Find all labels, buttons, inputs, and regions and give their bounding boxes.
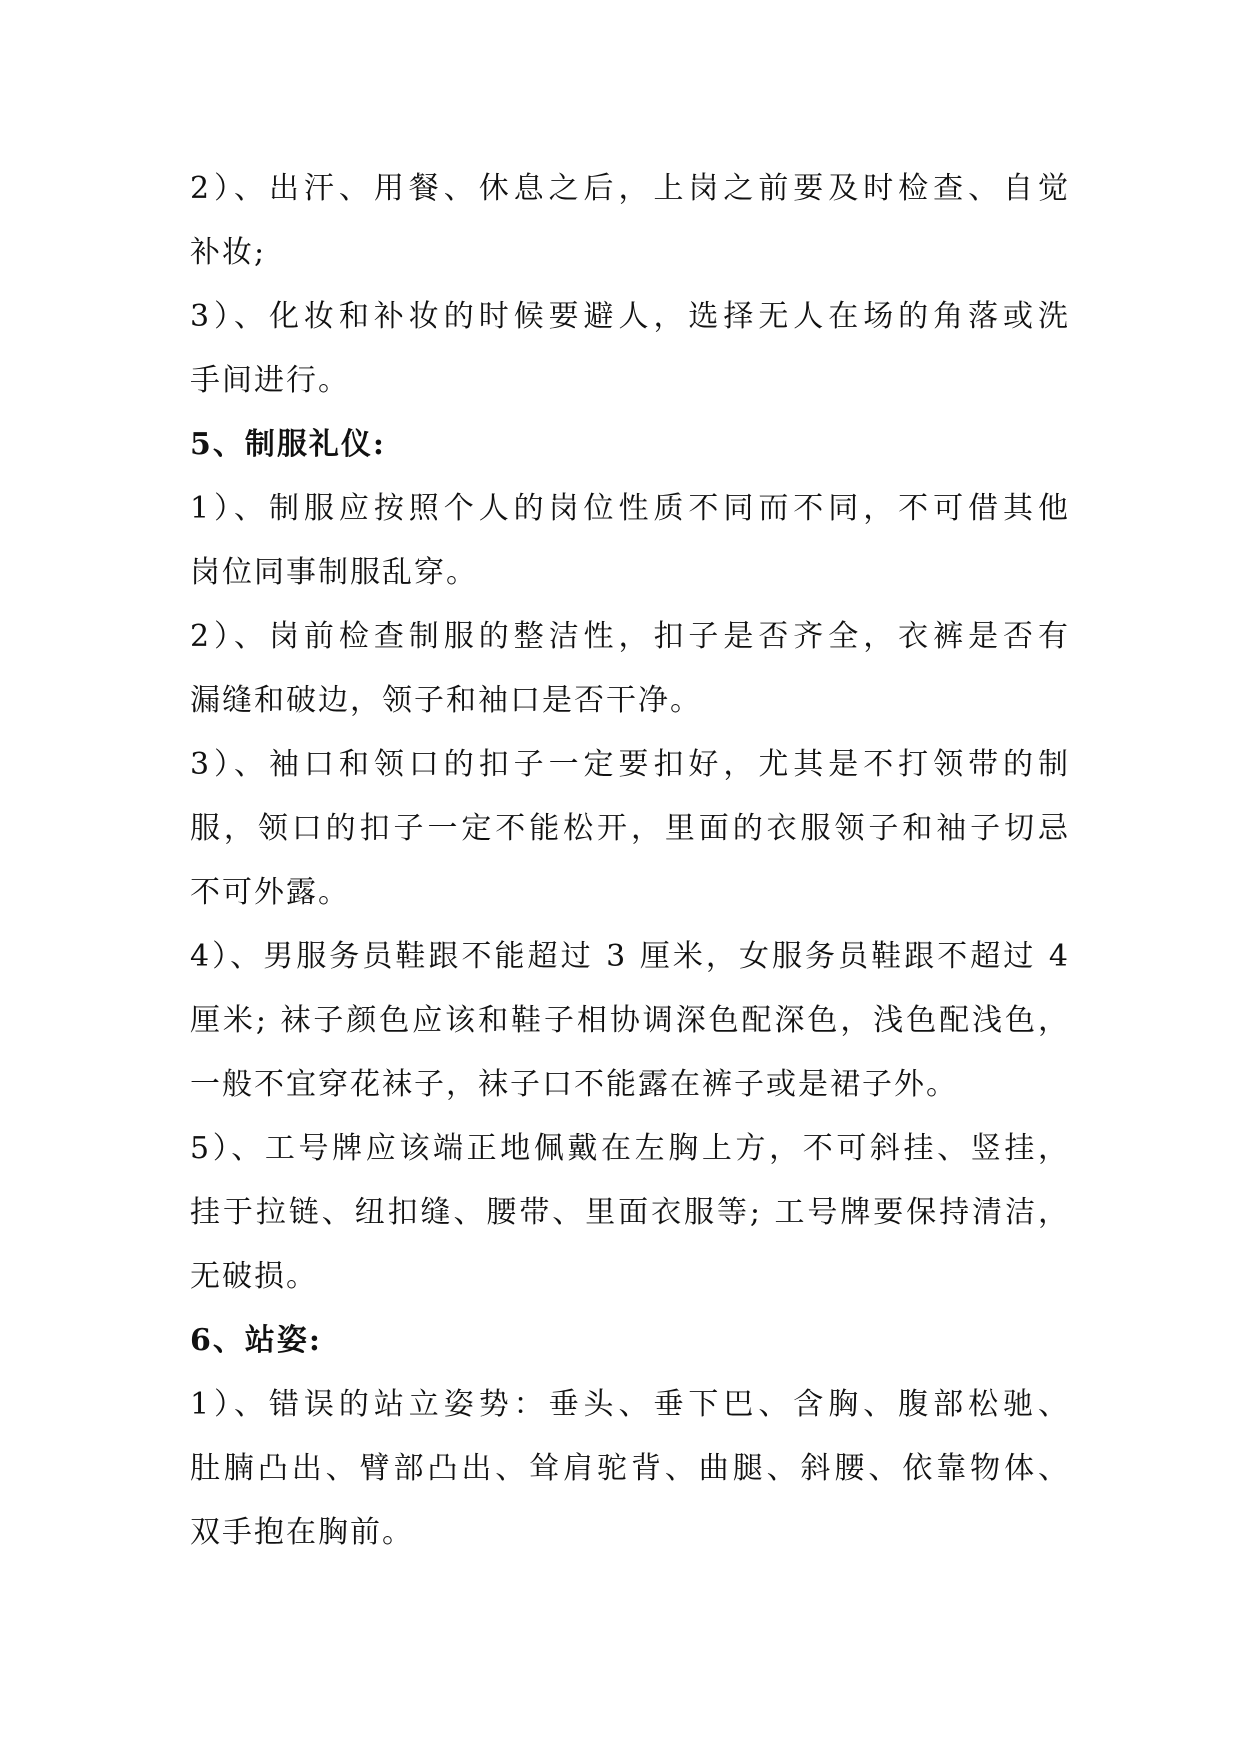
text-line: 漏缝和破边，领子和袖口是否干净。: [190, 683, 702, 718]
section-heading: 5、制服礼仪:: [190, 427, 386, 462]
text-line: 一般不宜穿花袜子，袜子口不能露在裤子或是裙子外。: [190, 1067, 958, 1102]
document-body: [190, 157, 1070, 1565]
text-line: 肚腩凸出、臂部凸出、耸肩驼背、曲腿、斜腰、依靠物体、: [190, 1451, 1070, 1486]
text-line: 双手抱在胸前。: [190, 1515, 414, 1550]
text-line: 4）、男服务员鞋跟不能超过 3 厘米，女服务员鞋跟不超过 4: [190, 939, 1070, 974]
text-line: 不可外露。: [190, 875, 350, 910]
text-line: 服，领口的扣子一定不能松开，里面的衣服领子和袖子切忌: [190, 811, 1070, 846]
text-line: 5）、工号牌应该端正地佩戴在左胸上方，不可斜挂、竖挂，: [190, 1131, 1070, 1166]
text-line: 3）、袖口和领口的扣子一定要扣好，尤其是不打领带的制: [190, 747, 1070, 782]
text-line: 2）、岗前检查制服的整洁性，扣子是否齐全，衣裤是否有: [190, 619, 1070, 654]
text-line: 厘米; 袜子颜色应该和鞋子相协调深色配深色，浅色配浅色，: [190, 1003, 1070, 1038]
text-line: 岗位同事制服乱穿。: [190, 555, 478, 590]
text-line: 1）、制服应按照个人的岗位性质不同而不同，不可借其他: [190, 491, 1070, 526]
text-line: 3）、化妆和补妆的时候要避人，选择无人在场的角落或洗: [190, 299, 1070, 334]
text-line: 挂于拉链、纽扣缝、腰带、里面衣服等; 工号牌要保持清洁，: [190, 1195, 1070, 1230]
text-line: 补妆;: [190, 235, 267, 270]
text-line: 1）、错误的站立姿势：垂头、垂下巴、含胸、腹部松驰、: [190, 1387, 1070, 1422]
section-heading: 6、站姿:: [190, 1323, 322, 1358]
text-line: 无破损。: [190, 1259, 318, 1294]
text-line: 手间进行。: [190, 363, 350, 398]
text-line: 2）、出汗、用餐、休息之后，上岗之前要及时检查、自觉: [190, 171, 1070, 206]
